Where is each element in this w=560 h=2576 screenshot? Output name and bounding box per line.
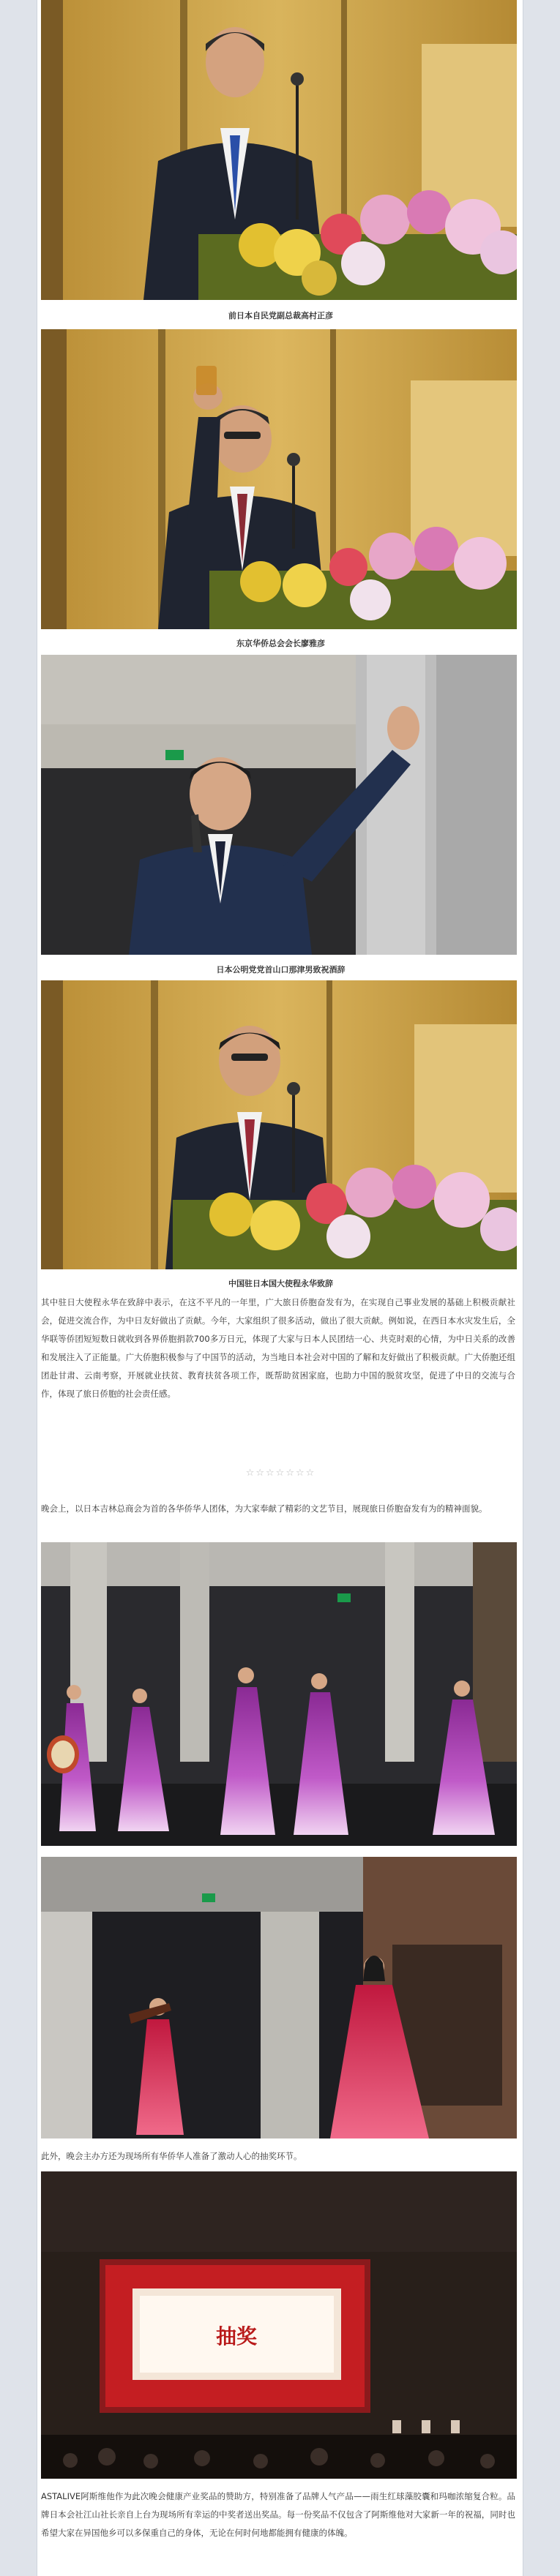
- paragraph-evening-performances: 晚会上，以日本吉林总商会为首的各华侨华人团体，为大家奉献了精彩的文艺节目，展现旅日侨胞奋发有为的精神面貌。: [41, 1503, 488, 1514]
- photo-liao-toast: [41, 329, 517, 629]
- photo-dance-performance: [41, 1542, 517, 1846]
- photo-cheng-speech: [41, 980, 517, 1269]
- article-page: [37, 0, 523, 2576]
- paragraph-ambassador-speech: 其中驻日大使程永华在致辞中表示，在这不平凡的一年里，广大旅日侨胞奋发有为，在实现自己事业发展的基础上积极贡献社会，促进交流合作，为中日友好做出了贡献。今年，大家组织了很多活动，做出了很大贡献。例如说，在西日本水灾发生后，全华联等侨团短短数日就收到各界侨胞捐款700多万日元，体现了大家与日本人民团结一心、共克时艰的心情，为中日关系的改善和发展注入了正能量。广大侨胞积极参与了中国节的活动，为当地日本社会对中国的了解和友好做出了积极贡献。广大侨胞还组团赴甘肃、云南考察，开展就业扶贫、教育扶贫各项工作，既帮助贫困家庭，也助力中国的脱贫攻坚，促进了中日的交流与合作，体现了旅日侨胞的社会责任感。: [41, 1297, 515, 1399]
- star-divider: ☆☆☆☆☆☆☆: [245, 1468, 316, 1479]
- photo-yamaguchi-toast: [41, 655, 517, 955]
- photo-takamura-speech: [41, 0, 517, 300]
- caption-photo-4: 中国驻日本国大使程永华致辞: [228, 1279, 333, 1288]
- lottery-screen-label: 抽奖: [215, 2324, 258, 2348]
- photo-violin-and-singer: [41, 1857, 517, 2138]
- paragraph-astalive-sponsor: ASTALIVE阿斯维他作为此次晚会健康产业奖品的赞助方，特别准备了品牌人气产品——雨生红球藻胶囊和玛咖浓缩复合粒。品牌日本会社江山社长亲自上台为现场所有幸运的中奖者送出奖品。每一份奖品不仅包含了阿斯维他对大家新一年的祝福，同时也希望大家在异国他乡可以多保重自己的身体，无论在何时何地都能拥有健康的体魄。: [41, 2491, 515, 2538]
- caption-photo-1: 前日本自民党副总裁高村正彦: [228, 311, 333, 320]
- paragraph-lottery-intro: 此外，晚会主办方还为现场所有华侨华人准备了激动人心的抽奖环节。: [41, 2151, 302, 2161]
- caption-photo-2: 东京华侨总会会长廖雅彦: [236, 639, 325, 648]
- photo-lottery-screen: [41, 2171, 517, 2479]
- caption-photo-3: 日本公明党党首山口那津男致祝酒辞: [216, 965, 346, 975]
